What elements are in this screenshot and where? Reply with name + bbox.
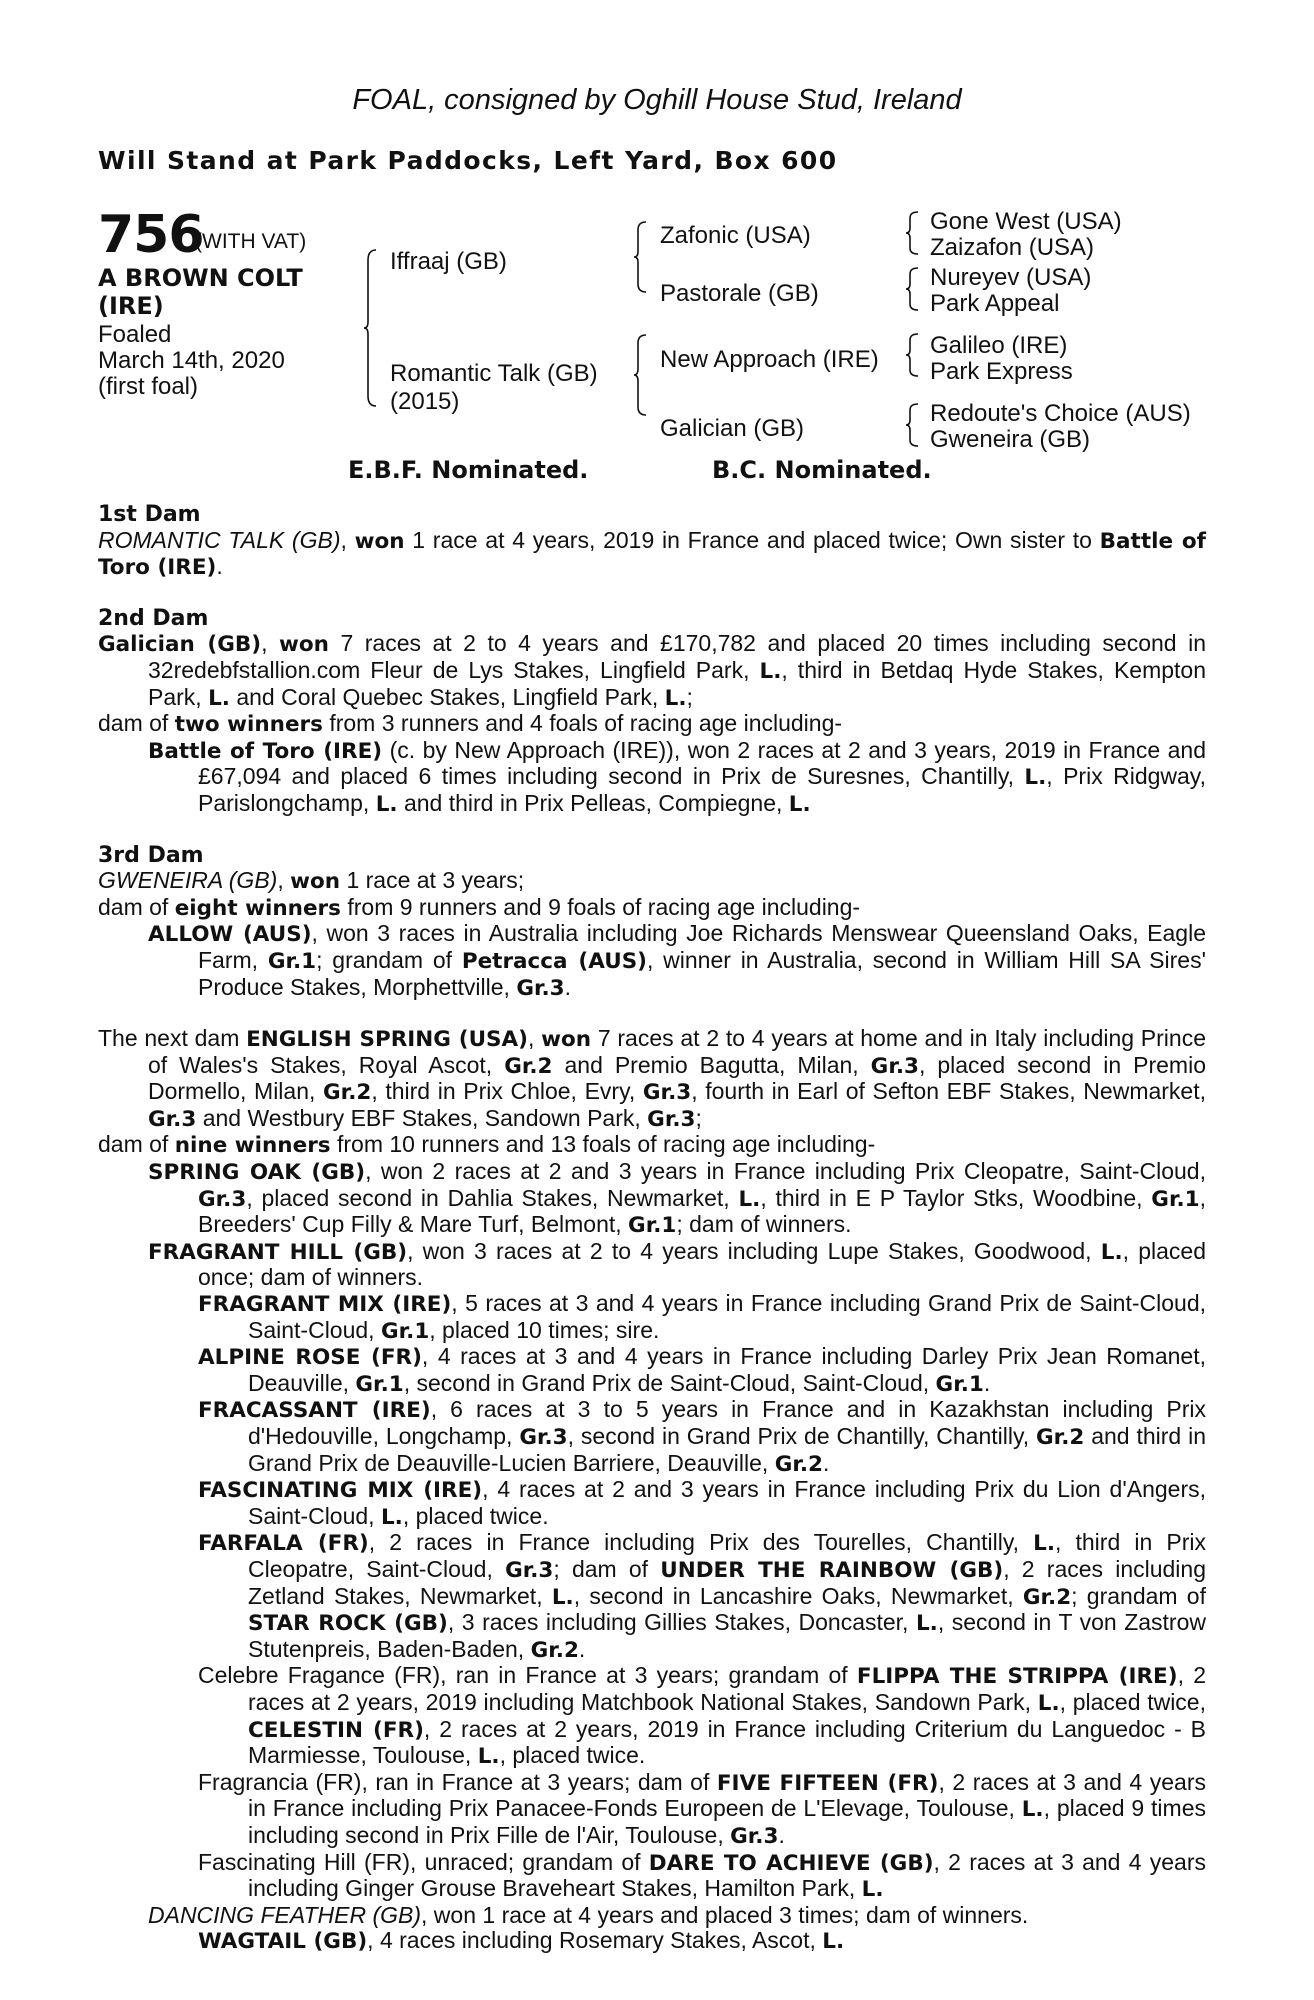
lot-description (98, 264, 303, 320)
first-dam-heading: 1st Dam (98, 502, 201, 527)
lot-description-line2: (IRE) (98, 292, 164, 320)
pedigree-bracket-sire (634, 220, 650, 294)
pedigree-gen3-3: Nureyev (USA) (930, 264, 1092, 291)
pedigree-bracket-g3-4 (906, 402, 922, 448)
pedigree-gen3-1: Gone West (USA) (930, 208, 1122, 235)
page-title: FOAL, consigned by Oghill House Stud, Ireland (352, 84, 962, 116)
produce-allow: ALLOW (AUS), won 3 races in Australia including Joe Richards Menswear Queensland Oaks, Eagle Farm, Gr.1; grandam of Petracca (AUS), winner in Australia, second in William Hill SA Sires' Produce Stakes, Morphettville, Gr.3. (148, 920, 1206, 1001)
produce-dancing-feather: DANCING FEATHER (GB), won 1 race at 4 years and placed 3 times; dam of winners. (148, 1901, 1029, 1928)
foal-note: (first foal) (98, 373, 199, 400)
pedigree-gen3-6: Park Express (930, 358, 1073, 385)
second-dam-produce: dam of two winners from 3 runners and 4 foals of racing age including- (98, 710, 843, 738)
foaled-date: March 14th, 2020 (98, 347, 285, 374)
pedigree-bracket-g3-1 (906, 210, 922, 256)
produce-fracassant: FRACASSANT (IRE), 6 races at 3 to 5 years in France and in Kazakhstan including Prix d'Hedouville, Longchamp, Gr.3, second in Grand Prix de Chantilly, Chantilly, Gr.2 and third in Grand Prix de Deauville-Lucien Barriere, Deauville, Gr.2. (198, 1396, 1206, 1477)
pedigree-gen3-5: Galileo (IRE) (930, 332, 1068, 359)
produce-fascinating-hill: Fascinating Hill (FR), unraced; grandam of DARE TO ACHIEVE (GB), 2 races at 3 and 4 years including Ginger Grouse Braveheart Stakes, Hamilton Park, L. (198, 1848, 1206, 1903)
pedigree-notes (98, 502, 1206, 1955)
pedigree-dam-dam: Galician (GB) (660, 415, 805, 442)
next-dam-text: The next dam ENGLISH SPRING (USA), won 7 races at 2 to 4 years at home and in Italy including Prince of Wales's Stakes, Royal Ascot, Gr.2 and Premio Bagutta, Milan, Gr.3, placed second in Premio Dormello, Milan, Gr.2, third in Prix Chloe, Evry, Gr.3, fourth in Earl of Sefton EBF Stakes, Newmarket, Gr.3 and Westbury EBF Stakes, Sandown Park, Gr.3; (98, 1025, 1207, 1132)
lot-number: 756 (98, 205, 204, 265)
produce-farfala: FARFALA (FR), 2 races in France including Prix des Tourelles, Chantilly, L., third in Prix Cleopatre, Saint-Cloud, Gr.3; dam of UNDER THE RAINBOW (GB), 2 races including Zetland Stakes, Newmarket, L., second in Lancashire Oaks, Newmarket, Gr.2; grandam of STAR ROCK (GB), 3 races including Gillies Stakes, Doncaster, L., second in T von Zastrow Stutenpreis, Baden-Baden, Gr.2. (198, 1529, 1206, 1663)
vat-note: (WITH VAT) (195, 230, 307, 253)
next-dam-produce: dam of nine winners from 10 runners and 13 foals of racing age including- (98, 1131, 876, 1159)
second-dam-heading: 2nd Dam (98, 605, 209, 631)
pedigree-gen3-8: Gweneira (GB) (930, 426, 1091, 453)
pedigree-dam: Romantic Talk (GB) (390, 360, 598, 387)
stand-location: Will Stand at Park Paddocks, Left Yard, Box 600 (98, 146, 838, 175)
third-dam-produce: dam of eight winners from 9 runners and 9 foals of racing age including- (98, 893, 861, 921)
produce-wagtail: WAGTAIL (GB), 4 races including Rosemary Stakes, Ascot, L. (198, 1927, 845, 1955)
pedigree-gen3-4: Park Appeal (930, 290, 1060, 317)
lot-description-line1: A BROWN COLT (98, 264, 303, 292)
pedigree-bracket-gen1 (364, 248, 384, 408)
pedigree-dam-sire: New Approach (IRE) (660, 346, 879, 373)
first-dam-text: ROMANTIC TALK (GB), won 1 race at 4 years, 2019 in France and placed twice; Own sister to Battle of Toro (IRE). (98, 526, 1206, 581)
pedigree-sire-dam: Pastorale (GB) (660, 280, 819, 307)
pedigree-dam-year: (2015) (390, 388, 460, 415)
produce-fragrant-hill: FRAGRANT HILL (GB), won 3 races at 2 to 4 years including Lupe Stakes, Goodwood, L., placed once; dam of winners. (148, 1237, 1206, 1291)
produce-fragrancia: Fragrancia (FR), ran in France at 3 years; dam of FIVE FIFTEEN (FR), 2 races at 3 and 4 years in France including Prix Panacee-Fonds Europeen de L'Elevage, Toulouse, L., placed 9 times including second in Prix Fille de l'Air, Toulouse, Gr.3. (198, 1768, 1206, 1849)
pedigree-bracket-g3-3 (906, 332, 922, 378)
produce-battle-of-toro: Battle of Toro (IRE) (c. by New Approach (IRE)), won 2 races at 2 and 3 years, 2019 in France and £67,094 and placed 6 times including second in Prix de Suresnes, Chantilly, L., Prix Ridgway, Parislongchamp, L. and third in Prix Pelleas, Compiegne, L. (148, 736, 1206, 817)
third-dam-text: GWENEIRA (GB), won 1 race at 3 years; (98, 867, 525, 895)
third-dam-heading: 3rd Dam (98, 842, 204, 868)
bc-nomination: B.C. Nominated. (712, 456, 932, 484)
produce-alpine-rose: ALPINE ROSE (FR), 4 races at 3 and 4 years in France including Darley Prix Jean Romanet, Deauville, Gr.1, second in Grand Prix de Saint-Cloud, Saint-Cloud, Gr.1. (198, 1343, 1206, 1397)
second-dam-text: Galician (GB), won 7 races at 2 to 4 years and £170,782 and placed 20 times including second in 32redebfstallion.com Fleur de Lys Stakes, Lingfield Park, L., third in Betdaq Hyde Stakes, Kempton Park, L. and Coral Quebec Stakes, Lingfield Park, L.; (98, 630, 1206, 711)
ebf-nomination: E.B.F. Nominated. (348, 456, 589, 484)
produce-spring-oak: SPRING OAK (GB), won 2 races at 2 and 3 years in France including Prix Cleopatre, Saint-Cloud, Gr.3, placed second in Dahlia Stakes, Newmarket, L., third in E P Taylor Stks, Woodbine, Gr.1, Breeders' Cup Filly & Mare Turf, Belmont, Gr.1; dam of winners. (148, 1158, 1206, 1239)
produce-fascinating-mix: FASCINATING MIX (IRE), 4 races at 2 and 3 years in France including Prix du Lion d'Angers, Saint-Cloud, L., placed twice. (198, 1476, 1206, 1530)
pedigree-gen3-7: Redoute's Choice (AUS) (930, 400, 1191, 427)
pedigree-sire-sire: Zafonic (USA) (660, 222, 811, 249)
foaled-label: Foaled (98, 321, 172, 348)
lot-foaling (98, 322, 285, 400)
produce-celebre-fragance: Celebre Fragance (FR), ran in France at 3 years; grandam of FLIPPA THE STRIPPA (IRE), 2 races at 2 years, 2019 including Matchbook National Stakes, Sandown Park, L., placed twice, CELESTIN (FR), 2 races at 2 years, 2019 in France including Criterium du Languedoc - B Marmiesse, Toulouse, L., placed twice. (198, 1662, 1206, 1770)
produce-fragrant-mix: FRAGRANT MIX (IRE), 5 races at 3 and 4 years in France including Grand Prix de Saint-Cloud, Saint-Cloud, Gr.1, placed 10 times; sire. (198, 1290, 1206, 1344)
pedigree-bracket-g3-2 (906, 266, 922, 312)
pedigree-sire: Iffraaj (GB) (390, 248, 507, 275)
pedigree-gen3-2: Zaizafon (USA) (930, 234, 1095, 261)
pedigree-bracket-dam (634, 333, 650, 417)
